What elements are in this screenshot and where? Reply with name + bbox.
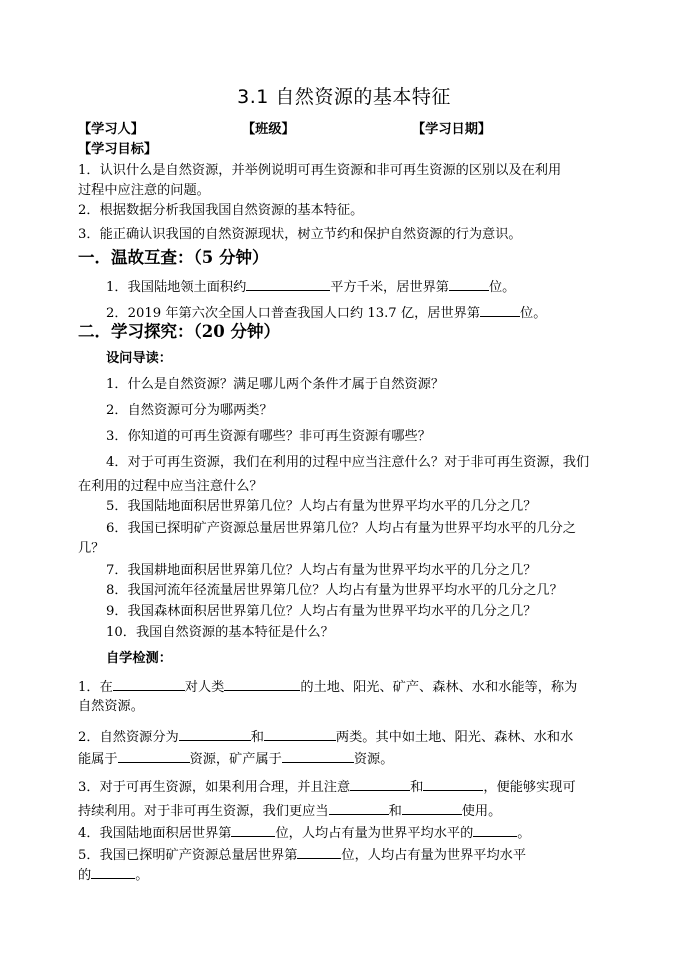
check-text: 。 bbox=[135, 868, 149, 883]
blank[interactable] bbox=[246, 276, 330, 291]
check-text: 的土地、阳光、矿产、森林、水和水能等，称为 bbox=[300, 680, 578, 695]
check-text: 2．自然资源分为 bbox=[78, 730, 179, 745]
check-3b bbox=[78, 800, 501, 821]
check-text: 3．对于可再生资源，如果利用合理，并且注意 bbox=[78, 780, 351, 795]
check-text: 对人类 bbox=[184, 680, 225, 695]
blank[interactable] bbox=[423, 776, 483, 791]
header-class: 【班级】 bbox=[242, 122, 295, 137]
blank[interactable] bbox=[118, 748, 190, 763]
guide-q6a: 6．我国已探明矿产资源总量居世界第几位？人均占有量为世界平均水平的几分之 bbox=[106, 521, 576, 536]
guide-q4b: 在利用的过程中应当注意什么？ bbox=[78, 479, 263, 494]
section2-heading: 二．学习探究：（20 分钟） bbox=[78, 322, 280, 341]
blank[interactable] bbox=[329, 800, 389, 815]
blank[interactable] bbox=[224, 676, 300, 691]
guide-q5: 5．我国陆地面积居世界第几位？人均占有量为世界平均水平的几分之几？ bbox=[106, 499, 537, 514]
header-learner: 【学习人】 bbox=[78, 122, 144, 137]
header-date: 【学习日期】 bbox=[412, 122, 492, 137]
guide-q4a: 4．对于可再生资源，我们在利用的过程中应当注意什么？对于非可再生资源，我们 bbox=[106, 455, 590, 470]
review-q1-text: 1．我国陆地领土面积约 bbox=[106, 280, 247, 295]
check-text: 两类。其中如土地、阳光、森林、水和水 bbox=[335, 730, 574, 745]
check-text: 使用。 bbox=[461, 804, 502, 819]
check-text: 和 bbox=[410, 780, 424, 795]
guide-q9: 9．我国森林面积居世界第几位？人均占有量为世界平均水平的几分之几？ bbox=[106, 604, 537, 619]
selfcheck-heading: 自学检测： bbox=[106, 651, 172, 666]
header-objectives: 【学习目标】 bbox=[78, 142, 158, 157]
check-3a bbox=[78, 776, 576, 797]
check-text: 的 bbox=[78, 868, 92, 883]
objective-1a: 1．认识什么是自然资源，并举例说明可再生资源和非可再生资源的区别以及在利用 bbox=[78, 163, 562, 178]
check-2a bbox=[78, 726, 573, 747]
check-text: 1．在 bbox=[78, 680, 113, 695]
blank[interactable] bbox=[113, 676, 185, 691]
guide-label: 设问导读： bbox=[106, 351, 172, 366]
objective-3: 3．能正确认识我国的自然资源现状，树立节约和保护自然资源的行为意识。 bbox=[78, 227, 522, 242]
check-1b: 自然资源。 bbox=[78, 699, 144, 714]
check-text: 资源。 bbox=[353, 752, 394, 767]
review-q2-text: 2．2019 年第六次全国人口普查我国人口约 13.7 亿，居世界第 bbox=[106, 306, 481, 321]
check-1a bbox=[78, 676, 577, 697]
blank[interactable] bbox=[402, 800, 462, 815]
guide-q3: 3．你知道的可再生资源有哪些？非可再生资源有哪些？ bbox=[106, 429, 431, 444]
check-text: ，便能够实现可 bbox=[483, 780, 576, 795]
objective-2: 2．根据数据分析我国我国自然资源的基本特征。 bbox=[78, 203, 364, 218]
blank[interactable] bbox=[350, 776, 410, 791]
blank[interactable] bbox=[179, 726, 251, 741]
blank[interactable] bbox=[231, 822, 275, 837]
guide-q10: 10．我国自然资源的基本特征是什么？ bbox=[106, 625, 334, 640]
blank[interactable] bbox=[473, 822, 517, 837]
check-text: 持续利用。对于非可再生资源，我们更应当 bbox=[78, 804, 329, 819]
guide-q7: 7．我国耕地面积居世界第几位？人均占有量为世界平均水平的几分之几？ bbox=[106, 563, 537, 578]
check-5b bbox=[78, 864, 148, 885]
review-q2-text: 位。 bbox=[520, 306, 547, 321]
review-q2 bbox=[106, 302, 546, 323]
check-5a bbox=[78, 844, 526, 865]
blank[interactable] bbox=[297, 844, 341, 859]
check-text: 。 bbox=[517, 826, 531, 841]
blank[interactable] bbox=[480, 302, 520, 317]
check-text: 和 bbox=[388, 804, 402, 819]
check-2b bbox=[78, 748, 393, 769]
check-text: 资源，矿产属于 bbox=[189, 752, 282, 767]
check-text: 位，人均占有量为世界平均水平 bbox=[341, 848, 527, 863]
guide-q1: 1．什么是自然资源？满足哪儿两个条件才属于自然资源？ bbox=[106, 377, 445, 392]
review-q1-text: 平方千米，居世界第 bbox=[330, 280, 449, 295]
blank[interactable] bbox=[91, 864, 135, 879]
guide-q2: 2．自然资源可分为哪两类？ bbox=[106, 403, 273, 418]
review-q1-text: 位。 bbox=[488, 280, 516, 295]
blank[interactable] bbox=[449, 276, 489, 291]
check-text: 能属于 bbox=[78, 752, 118, 767]
guide-q8: 8．我国河流年径流量居世界第几位？人均占有量为世界平均水平的几分之几？ bbox=[106, 583, 563, 598]
objective-1b: 过程中应注意的问题。 bbox=[78, 183, 210, 198]
guide-q6b: 几？ bbox=[78, 541, 105, 556]
check-4 bbox=[78, 822, 530, 843]
check-text: 位，人均占有量为世界平均水平的 bbox=[275, 826, 474, 841]
review-q1 bbox=[106, 276, 515, 297]
blank[interactable] bbox=[264, 726, 336, 741]
section1-heading: 一．温故互查：（5 分钟） bbox=[78, 248, 269, 267]
page-title: 3.1 自然资源的基本特征 bbox=[237, 86, 451, 108]
check-text: 和 bbox=[250, 730, 264, 745]
check-text: 5．我国已探明矿产资源总量居世界第 bbox=[78, 848, 298, 863]
blank[interactable] bbox=[282, 748, 354, 763]
check-text: 4．我国陆地面积居世界第 bbox=[78, 826, 232, 841]
